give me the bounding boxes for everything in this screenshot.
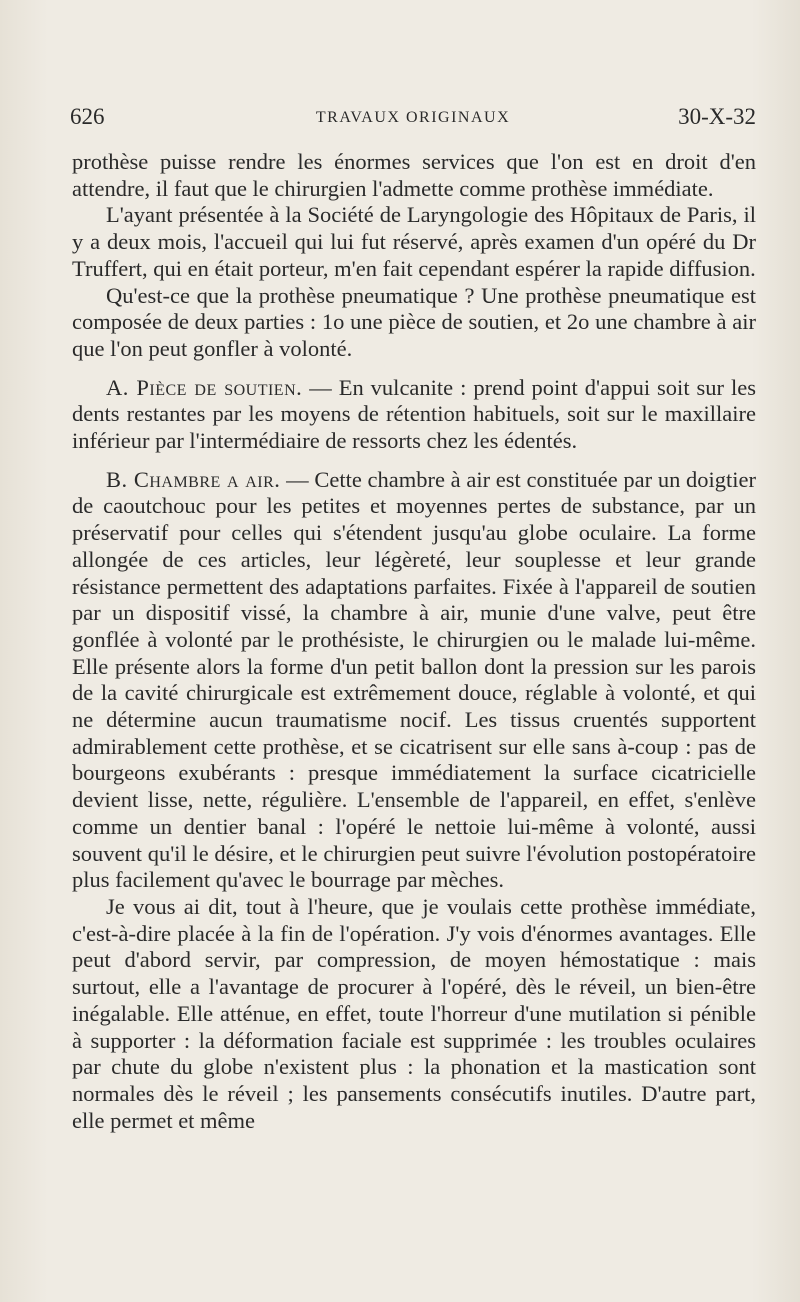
paragraph-text: — En vulcanite : prend point d'appui soit sur les dents restantes par les moyens de rétention habituels, soit sur le maxillaire inférieur par l'intermédiaire de ressorts chez les édentés. xyxy=(72,374,757,454)
paragraph xyxy=(72,149,756,202)
paragraph-text: Qu'est-ce que la prothèse pneumatique ? Une prothèse pneumatique est composée de deux parties : 1o une pièce de soutien, et 2o une chambre à air que l'on peut gonfler à volonté. xyxy=(72,282,756,361)
paragraph xyxy=(72,283,756,363)
running-title: TRAVAUX ORIGINAUX xyxy=(315,109,511,126)
header-date: 30-X-32 xyxy=(678,104,756,129)
section-paragraph xyxy=(72,467,756,894)
section-paragraph xyxy=(72,375,756,455)
paragraph-text: — Cette chambre à air est constituée par un doigtier de caoutchouc pour les petites et moyennes pertes de substance, par un préservatif pour celles qui s'étendent jusqu'au globe oculaire. La forme allongée de ces articles, leur légèreté, leur souplesse et leur grande résistance permettent des adaptations parfaites. Fixée à l'appareil de soutien par un dispositif vissé, la chambre à air, munie d'une valve, peut être gonflée à volonté par le prothésiste, le chirurgien ou le malade lui-même. Elle présente alors la forme d'un petit ballon dont la pression sur les parois de la cavité chirurgicale est extrêmement douce, réglable à volonté, et qui ne détermine aucun traumatisme nocif. Les tissus cruentés supportent admirablement cette prothèse, et se cicatrisent sur elle sans à-coup : pas de bourgeons exubérants : presque immédiatement la surface cicatricielle devient lisse, nette, régulière. L'ensemble de l'appareil, en effet, s'enlève comme un dentier banal : l'opéré le nettoie lui-même à volonté, aussi souvent qu'il le désire, et le chirurgien peut suivre l'évolution postopératoire plus facilement qu'avec le bourrage par mèches. xyxy=(72,466,756,893)
section-heading: A. Pièce de soutien. xyxy=(106,374,303,400)
page-number: 626 xyxy=(70,104,105,129)
paragraph-text: prothèse puisse rendre les énormes services que l'on est en droit d'en attendre, il faut que le chirurgien l'admette comme prothèse immédiate. xyxy=(72,149,756,201)
section-heading: B. Chambre a air. xyxy=(106,466,281,492)
body-text xyxy=(72,149,756,1134)
paragraph-text: Je vous ai dit, tout à l'heure, que je voulais cette prothèse immédiate, c'est-à-dire placée à la fin de l'opération. J'y vois d'énormes avantages. Elle peut d'abord servir, par compression, de moyen hémostatique : mais surtout, elle a l'avantage de procurer à l'opéré, dès le réveil, un bien-être inégalable. Elle atténue, en effet, toute l'horreur d'une mutilation si pénible à supporter : la déformation faciale est supprimée : les troubles oculaires par chute du globe n'existent plus : la phonation et la mastication sont normales dès le réveil ; les pansements consécutifs inutiles. D'autre part, elle permet et même xyxy=(72,893,756,1133)
paragraph xyxy=(72,202,756,282)
paragraph xyxy=(72,894,756,1134)
paragraph-text: L'ayant présentée à la Société de Laryngologie des Hôpitaux de Paris, il y a deux mois, l'accueil qui lui fut réservé, après examen d'un opéré du Dr Truffert, qui en était porteur, m'en fait cependant espérer la rapide diffusion. xyxy=(72,202,756,281)
running-header xyxy=(70,104,756,134)
